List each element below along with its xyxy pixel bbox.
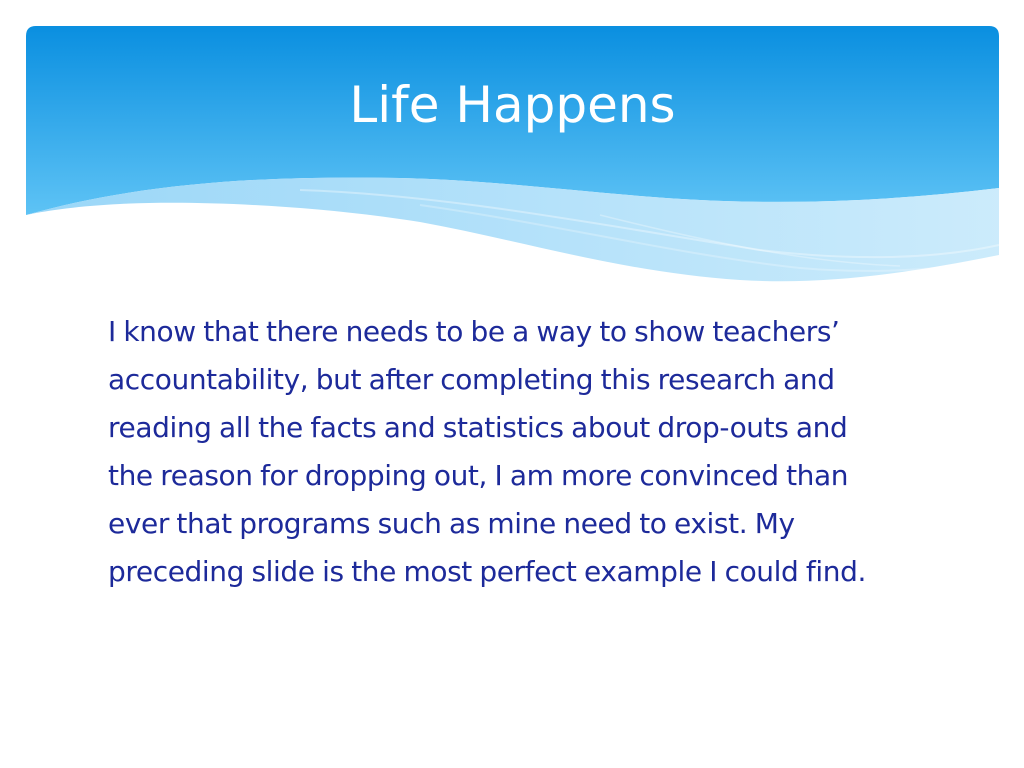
header-wave-banner — [0, 0, 1024, 300]
slide-body-text: I know that there needs to be a way to show teachers’ accountability, but after completing this research and reading all the facts and statistics about drop-outs and the reason for dropping out, I am more convinced than ever that programs such as mine need to exist. My preceding slide is the most perfect example I could find. — [108, 315, 866, 588]
slide-title: Life Happens — [349, 76, 676, 134]
